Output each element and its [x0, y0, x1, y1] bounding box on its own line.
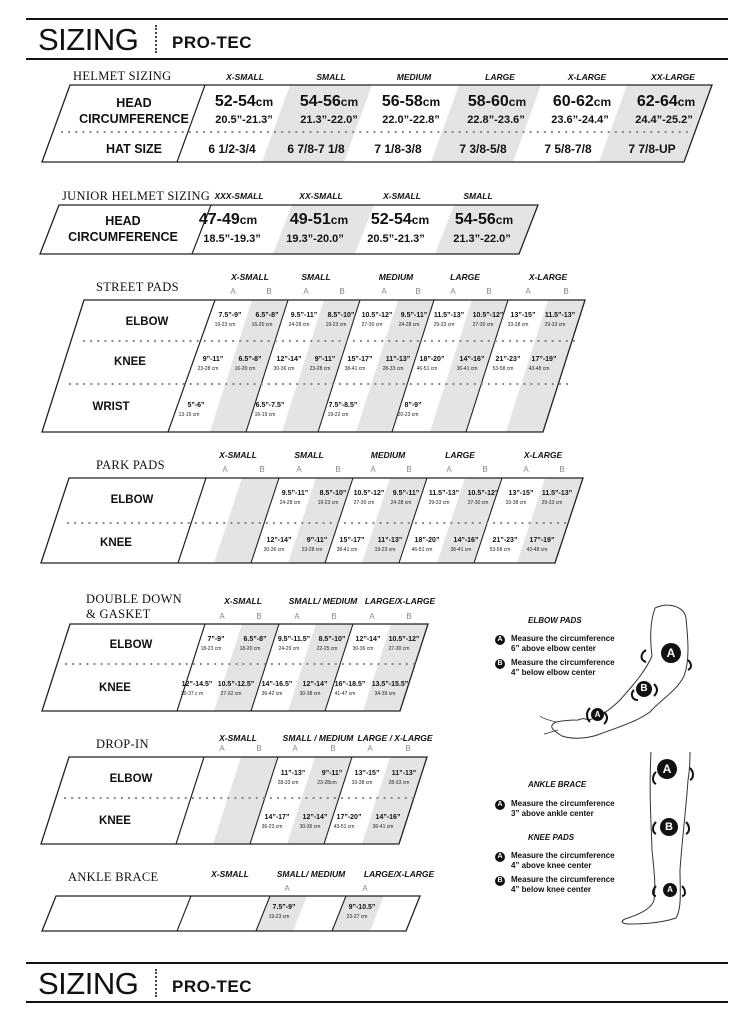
- park-ab: B: [406, 465, 412, 474]
- park-elbow-in: 9.5”-11”: [392, 490, 420, 497]
- junior-row-label-line: CIRCUMFERENCE: [68, 230, 178, 244]
- cm-value: 49-51: [289, 211, 331, 228]
- street-elbow-cm: 29-33 cm: [433, 322, 455, 328]
- park-ab: B: [259, 465, 265, 474]
- park-ab: A: [222, 465, 228, 474]
- helmet-size-header: XX-LARGE: [651, 72, 695, 82]
- park-elbow-cm: 27-30 cm: [353, 500, 375, 506]
- street-knee-in: 17”-19”: [531, 356, 557, 363]
- cm-value: 52-54: [370, 211, 412, 228]
- helmet-inch-cell: 20.5”-21.3”: [215, 114, 273, 126]
- street-elbow-in: 7.5”-9”: [218, 312, 242, 319]
- dropin-row-label-knee: KNEE: [99, 815, 131, 827]
- doubledown-title-line: & GASKET: [86, 607, 151, 621]
- doubledown-ab: B: [256, 612, 262, 621]
- doubledown-elbow-cm: 18-20 cm: [239, 646, 261, 652]
- helmet-inch-cell: 22.8”-23.6”: [467, 114, 525, 126]
- dropin-ab: A: [367, 744, 373, 753]
- street-elbow-in: 10.5”-12”: [472, 312, 504, 319]
- ankle-section-title: ANKLE BRACE: [68, 870, 159, 884]
- park-elbow-cm: 29-33 cm: [541, 500, 563, 506]
- park-knee-cm: 53-58 cm: [489, 547, 511, 553]
- dropin-knee-in: 12”-14”: [302, 814, 328, 821]
- unit: cm: [255, 95, 274, 109]
- helmet-hat-cell: 6 7/8-7 1/8: [287, 142, 345, 156]
- park-elbow-cm: 24-28 cm: [279, 500, 301, 506]
- badge-a-icon: A: [495, 800, 505, 810]
- helmet-inch-cell: 24.4”-25.2”: [635, 114, 693, 126]
- helmet-hat-cell: 7 7/8-UP: [628, 142, 676, 156]
- street-elbow-cm: 24-28 cm: [398, 322, 420, 328]
- street-wrist-cm: 20-23 cm: [397, 412, 419, 418]
- guide-knee-title: KNEE PADS: [528, 833, 575, 842]
- cm-value: 47-49: [198, 211, 240, 228]
- dropin-size-header: LARGE / X-LARGE: [357, 733, 433, 743]
- junior-size-header: X-SMALL: [383, 191, 421, 201]
- street-knee-in: 6.5”-8”: [238, 356, 262, 363]
- doubledown-elbow-cm: 22-25 cm: [316, 646, 338, 652]
- street-knee-cm: 23-28 cm: [309, 366, 331, 372]
- street-elbow-cm: 16-20 cm: [251, 322, 273, 328]
- park-section-title: PARK PADS: [96, 458, 165, 472]
- dropin-section-title: DROP-IN: [96, 737, 149, 751]
- street-elbow-in: 9.5”-11”: [400, 312, 428, 319]
- junior-size-header: SMALL: [463, 191, 493, 201]
- street-wrist-in: 7.5”-8.5”: [328, 402, 358, 409]
- doubledown-knee-in: 12”-14”: [302, 681, 328, 688]
- park-ab: A: [446, 465, 452, 474]
- helmet-section-title: HELMET SIZING: [73, 69, 172, 83]
- street-knee-in: 14”-16”: [459, 356, 485, 363]
- footer-title: SIZING: [38, 966, 139, 1001]
- park-knee-in: 14”-16”: [453, 537, 479, 544]
- doubledown-title-line: DOUBLE DOWN: [86, 592, 182, 606]
- street-ab: B: [563, 287, 569, 296]
- helmet-inch-cell: 22.0”-22.8”: [382, 114, 440, 126]
- ankle-ab: A: [362, 884, 368, 893]
- street-ab: A: [525, 287, 531, 296]
- doubledown-ab: B: [331, 612, 337, 621]
- dropin-knee-cm: 43-51 cm: [333, 824, 355, 830]
- street-knee-in: 15”-17”: [347, 356, 373, 363]
- ankle-ab: A: [284, 884, 290, 893]
- street-knee-in: 9”-11”: [202, 356, 224, 363]
- street-ab: B: [339, 287, 345, 296]
- street-elbow-in: 6.5”-8”: [255, 312, 279, 319]
- dropin-elbow-in: 11”-13”: [280, 770, 306, 777]
- street-elbow-in: 11.5”-13”: [433, 312, 465, 319]
- doubledown-ab: A: [294, 612, 300, 621]
- guide-line: 4” above knee center: [511, 861, 592, 870]
- doubledown-ab: A: [369, 612, 375, 621]
- doubledown-knee-cm: 34-39 cm: [374, 691, 396, 697]
- badge-b-icon: B: [495, 876, 505, 886]
- helmet-row-label-line: CIRCUMFERENCE: [79, 112, 189, 126]
- park-elbow-in: 10.5”-12”: [353, 490, 385, 497]
- park-ab: B: [482, 465, 488, 474]
- junior-row-label-line: HEAD: [105, 214, 141, 228]
- footer-separator: [155, 969, 157, 997]
- street-size-header: X-LARGE: [528, 272, 568, 282]
- street-knee-cm: 16-20 cm: [234, 366, 256, 372]
- park-elbow-in: 11.5”-13”: [541, 490, 573, 497]
- helmet-inch-cell: 23.6”-24.4”: [551, 114, 609, 126]
- street-row-label-wrist: WRIST: [92, 401, 130, 413]
- guide-line: 4” below elbow center: [511, 668, 596, 677]
- dropin-elbow-cm: 28-33 cm: [388, 780, 410, 786]
- park-knee-cm: 19-23 cm: [374, 547, 396, 553]
- park-elbow-in: 11.5”-13”: [428, 490, 460, 497]
- park-ab: A: [370, 465, 376, 474]
- dropin-elbow-cm: 28-33 cm: [277, 780, 299, 786]
- street-ab: B: [415, 287, 421, 296]
- street-ab: A: [230, 287, 236, 296]
- dropin-knee-cm: 36-23 cm: [261, 824, 283, 830]
- park-elbow-cm: 27-30 cm: [467, 500, 489, 506]
- leg-badge-b-icon: B: [660, 818, 678, 836]
- park-size-header: X-SMALL: [219, 450, 257, 460]
- guide-line: Measure the circumference: [511, 634, 615, 643]
- doubledown-elbow-in: 7”-9”: [207, 636, 225, 643]
- street-elbow-cm: 19-23 cm: [325, 322, 347, 328]
- street-elbow-in: 13”-15”: [510, 312, 536, 319]
- ankle-cm: 23-27 cm: [346, 914, 368, 920]
- park-elbow-cm: 33-38 cm: [505, 500, 527, 506]
- guide-line: Measure the circumference: [511, 799, 615, 808]
- doubledown-knee-in: 12”-14.5”: [181, 681, 213, 688]
- dropin-knee-in: 17”-20”: [336, 814, 362, 821]
- ankle-size-header: X-SMALL: [211, 869, 249, 879]
- bottom-rule-2: [26, 1001, 728, 1003]
- street-wrist-in: 8”-9”: [404, 402, 422, 409]
- dropin-knee-cm: 36-41 cm: [372, 824, 394, 830]
- guide-line: 4” below knee center: [511, 885, 592, 894]
- unit: cm: [239, 213, 258, 227]
- unit: cm: [411, 213, 430, 227]
- junior-section-title: JUNIOR HELMET SIZING: [62, 189, 211, 203]
- ankle-size-header: LARGE/X-LARGE: [363, 869, 435, 879]
- guide-elbow-title: ELBOW PADS: [528, 616, 582, 625]
- street-knee-in: 9”-11”: [314, 356, 336, 363]
- dropin-row-label-elbow: ELBOW: [109, 773, 153, 785]
- cm-value: 56-58: [381, 93, 423, 110]
- ankle-size-header: SMALL/ MEDIUM: [276, 869, 346, 879]
- street-ab: A: [381, 287, 387, 296]
- street-wrist-cm: 13-15 cm: [178, 412, 200, 418]
- park-elbow-in: 10.5”-12”: [467, 490, 499, 497]
- doubledown-knee-cm: 41-47 cm: [334, 691, 356, 697]
- park-row-label-elbow: ELBOW: [110, 494, 154, 506]
- arm-badge-wrist-icon: A: [591, 708, 604, 721]
- park-size-header: MEDIUM: [370, 450, 406, 460]
- guide-line: Measure the circumference: [511, 875, 615, 884]
- guide-line: 3” above ankle center: [511, 809, 594, 818]
- doubledown-knee-cm: 30-38 cm: [299, 691, 321, 697]
- doubledown-elbow-in: 9.5”-11.5”: [277, 636, 311, 643]
- street-section-title: STREET PADS: [96, 280, 179, 294]
- street-knee-cm: 36-41 cm: [456, 366, 478, 372]
- doubledown-knee-in: 16”-18.5”: [334, 681, 366, 688]
- arm-badge-b-icon: B: [636, 681, 652, 697]
- park-knee-in: 9”-11”: [306, 537, 328, 544]
- helmet-hat-cell: 7 3/8-5/8: [459, 142, 507, 156]
- unit: cm: [495, 213, 514, 227]
- street-wrist-cm: 19-22 cm: [327, 412, 349, 418]
- unit: cm: [422, 95, 441, 109]
- dropin-ab: B: [256, 744, 262, 753]
- park-knee-in: 21”-23”: [492, 537, 518, 544]
- header-logo: PRO-TEC: [172, 33, 252, 52]
- doubledown-elbow-cm: 18-23 cm: [200, 646, 222, 652]
- park-elbow-in: 8.5”-10”: [319, 490, 347, 497]
- park-knee-cm: 23-28 cm: [301, 547, 323, 553]
- street-elbow-in: 11.5”-13”: [544, 312, 576, 319]
- ankle-cm: 19-23 cm: [268, 914, 290, 920]
- leg-badge-a-icon: A: [657, 759, 677, 779]
- street-knee-cm: 30-36 cm: [273, 366, 295, 372]
- guide-line: 6” above elbow center: [511, 644, 596, 653]
- park-ab: A: [296, 465, 302, 474]
- bottom-rule-1: [26, 962, 728, 964]
- junior-inch-cell: 20.5”-21.3”: [367, 233, 425, 245]
- unit: cm: [593, 95, 612, 109]
- cm-value: 60-62: [552, 93, 594, 110]
- street-knee-cm: 23-28 cm: [197, 366, 219, 372]
- doubledown-knee-cm: 27-32 cm: [220, 691, 242, 697]
- junior-inch-cell: 18.5”-19.3”: [203, 233, 261, 245]
- helmet-row-label-hat: HAT SIZE: [105, 142, 163, 156]
- dropin-size-header: X-SMALL: [219, 733, 257, 743]
- doubledown-size-header: LARGE/X-LARGE: [364, 596, 436, 606]
- street-elbow-cm: 29-33 cm: [544, 322, 566, 328]
- street-elbow-in: 10.5”-12”: [361, 312, 393, 319]
- doubledown-elbow-cm: 30-36 cm: [352, 646, 374, 652]
- street-ab: A: [303, 287, 309, 296]
- park-elbow-cm: 24-28 cm: [390, 500, 412, 506]
- guide-line: Measure the circumference: [511, 658, 615, 667]
- park-size-header: X-LARGE: [523, 450, 563, 460]
- dropin-ab: B: [330, 744, 336, 753]
- dropin-elbow-in: 13”-15”: [354, 770, 380, 777]
- helmet-size-header: LARGE: [485, 72, 515, 82]
- park-elbow-cm: 19-23 cm: [317, 500, 339, 506]
- park-knee-cm: 38-41 cm: [336, 547, 358, 553]
- park-size-header: LARGE: [445, 450, 475, 460]
- doubledown-knee-cm: 30-37 c m: [180, 691, 204, 697]
- street-elbow-in: 8.5”-10”: [327, 312, 355, 319]
- unit: cm: [340, 95, 359, 109]
- ankle-in: 9”-10.5”: [348, 904, 376, 911]
- dropin-ab: A: [219, 744, 225, 753]
- doubledown-row-label-elbow: ELBOW: [109, 639, 153, 651]
- doubledown-elbow-in: 10.5”-12”: [388, 636, 420, 643]
- park-knee-in: 18”-20”: [414, 537, 440, 544]
- header-title: SIZING: [38, 22, 139, 57]
- helmet-hat-cell: 7 5/8-7/8: [544, 142, 592, 156]
- street-elbow-cm: 19-23 cm: [214, 322, 236, 328]
- dropin-elbow-cm: 33-38 cm: [351, 780, 373, 786]
- street-ab: B: [266, 287, 272, 296]
- park-size-header: SMALL: [294, 450, 324, 460]
- unit: cm: [330, 213, 349, 227]
- unit: cm: [677, 95, 696, 109]
- helmet-size-header: MEDIUM: [396, 72, 432, 82]
- guide-ankle-title: ANKLE BRACE: [528, 780, 587, 789]
- park-knee-in: 17”-19”: [529, 537, 555, 544]
- street-row-label-elbow: ELBOW: [125, 316, 169, 328]
- park-elbow-in: 13”-15”: [508, 490, 534, 497]
- arm-badge-a-icon: A: [661, 643, 681, 663]
- doubledown-knee-in: 10.5”-12.5”: [217, 681, 255, 688]
- badge-b-icon: B: [495, 659, 505, 669]
- unit: cm: [508, 95, 527, 109]
- dropin-elbow-cm: 23-28cm: [317, 780, 337, 786]
- park-elbow-cm: 29-33 cm: [428, 500, 450, 506]
- doubledown-elbow-cm: 24-29 cm: [278, 646, 300, 652]
- street-size-header: LARGE: [450, 272, 480, 282]
- street-ab: B: [486, 287, 492, 296]
- park-row-label-knee: KNEE: [100, 537, 132, 549]
- park-knee-cm: 43-48 cm: [526, 547, 548, 553]
- junior-size-header: XXX-SMALL: [214, 191, 264, 201]
- park-knee-in: 12”-14”: [266, 537, 292, 544]
- park-ab: A: [523, 465, 529, 474]
- junior-inch-cell: 19.3”-20.0”: [286, 233, 344, 245]
- street-elbow-in: 9.5”-11”: [290, 312, 318, 319]
- dropin-elbow-in: 11”-13”: [391, 770, 417, 777]
- dropin-elbow-in: 9”-11”: [321, 770, 343, 777]
- street-knee-cm: 38-41 cm: [344, 366, 366, 372]
- doubledown-elbow-in: 8.5”-10”: [318, 636, 346, 643]
- street-wrist-in: 6.5”-7.5”: [255, 402, 285, 409]
- street-elbow-cm: 27-30 cm: [361, 322, 383, 328]
- dropin-size-header: SMALL / MEDIUM: [282, 733, 354, 743]
- park-knee-in: 11”-13”: [377, 537, 403, 544]
- park-elbow-in: 9.5”-11”: [281, 490, 309, 497]
- junior-size-header: XX-SMALL: [299, 191, 343, 201]
- dropin-knee-cm: 30-36 cm: [299, 824, 321, 830]
- street-knee-in: 18”-20”: [419, 356, 445, 363]
- street-knee-in: 21”-23”: [495, 356, 521, 363]
- guide-line: Measure the circumference: [511, 851, 615, 860]
- helmet-inch-cell: 21.3”-22.0”: [300, 114, 358, 126]
- street-knee-cm: 28-33 cm: [382, 366, 404, 372]
- leg-badge-ankle-icon: A: [663, 883, 677, 897]
- doubledown-elbow-cm: 27-30 cm: [388, 646, 410, 652]
- park-knee-cm: 46-51 cm: [411, 547, 433, 553]
- street-wrist-in: 5”-6”: [187, 402, 205, 409]
- street-size-header: X-SMALL: [231, 272, 269, 282]
- badge-a-icon: A: [495, 852, 505, 862]
- street-elbow-cm: 33-38 cm: [507, 322, 529, 328]
- doubledown-ab: B: [406, 612, 412, 621]
- helmet-hat-cell: 7 1/8-3/8: [374, 142, 422, 156]
- street-wrist-cm: 16-19 cm: [254, 412, 276, 418]
- ankle-in: 7.5”-9”: [272, 904, 296, 911]
- cm-value: 54-56: [454, 211, 496, 228]
- doubledown-elbow-in: 6.5”-8”: [243, 636, 267, 643]
- doubledown-elbow-in: 12”-14”: [355, 636, 381, 643]
- park-knee-in: 15”-17”: [339, 537, 365, 544]
- cm-value: 52-54: [214, 93, 256, 110]
- helmet-hat-cell: 6 1/2-3/4: [208, 142, 256, 156]
- park-knee-cm: 30-36 cm: [263, 547, 285, 553]
- street-size-header: MEDIUM: [378, 272, 414, 282]
- doubledown-knee-in: 13.5”-15.5”: [371, 681, 409, 688]
- helmet-row-label-line: HEAD: [116, 96, 152, 110]
- badge-a-icon: A: [495, 635, 505, 645]
- helmet-size-header: SMALL: [316, 72, 346, 82]
- park-ab: B: [559, 465, 565, 474]
- doubledown-knee-cm: 36-42 cm: [261, 691, 283, 697]
- street-size-header: SMALL: [301, 272, 331, 282]
- doubledown-size-header: X-SMALL: [224, 596, 262, 606]
- footer-logo: PRO-TEC: [172, 977, 252, 996]
- doubledown-knee-in: 14”-16.5”: [261, 681, 293, 688]
- street-knee-in: 12”-14”: [276, 356, 302, 363]
- street-ab: A: [450, 287, 456, 296]
- doubledown-ab: A: [219, 612, 225, 621]
- street-knee-in: 11”-13”: [385, 356, 411, 363]
- street-knee-cm: 53-58 cm: [492, 366, 514, 372]
- cm-value: 62-64: [636, 93, 678, 110]
- street-knee-cm: 46-51 cm: [416, 366, 438, 372]
- dropin-ab: B: [405, 744, 411, 753]
- street-knee-cm: 43-48 cm: [528, 366, 550, 372]
- cm-value: 54-56: [299, 93, 341, 110]
- helmet-size-header: X-LARGE: [567, 72, 607, 82]
- street-elbow-cm: 27-30 cm: [472, 322, 494, 328]
- dropin-knee-in: 14”-17”: [264, 814, 290, 821]
- doubledown-size-header: SMALL/ MEDIUM: [288, 596, 358, 606]
- dropin-ab: A: [292, 744, 298, 753]
- helmet-size-header: X-SMALL: [226, 72, 264, 82]
- park-knee-cm: 36-41 cm: [450, 547, 472, 553]
- street-elbow-cm: 24-28 cm: [288, 322, 310, 328]
- park-ab: B: [335, 465, 341, 474]
- doubledown-row-label-knee: KNEE: [99, 682, 131, 694]
- cm-value: 58-60: [467, 93, 509, 110]
- dropin-knee-in: 14”-16”: [375, 814, 401, 821]
- junior-inch-cell: 21.3”-22.0”: [453, 233, 511, 245]
- street-row-label-knee: KNEE: [114, 356, 146, 368]
